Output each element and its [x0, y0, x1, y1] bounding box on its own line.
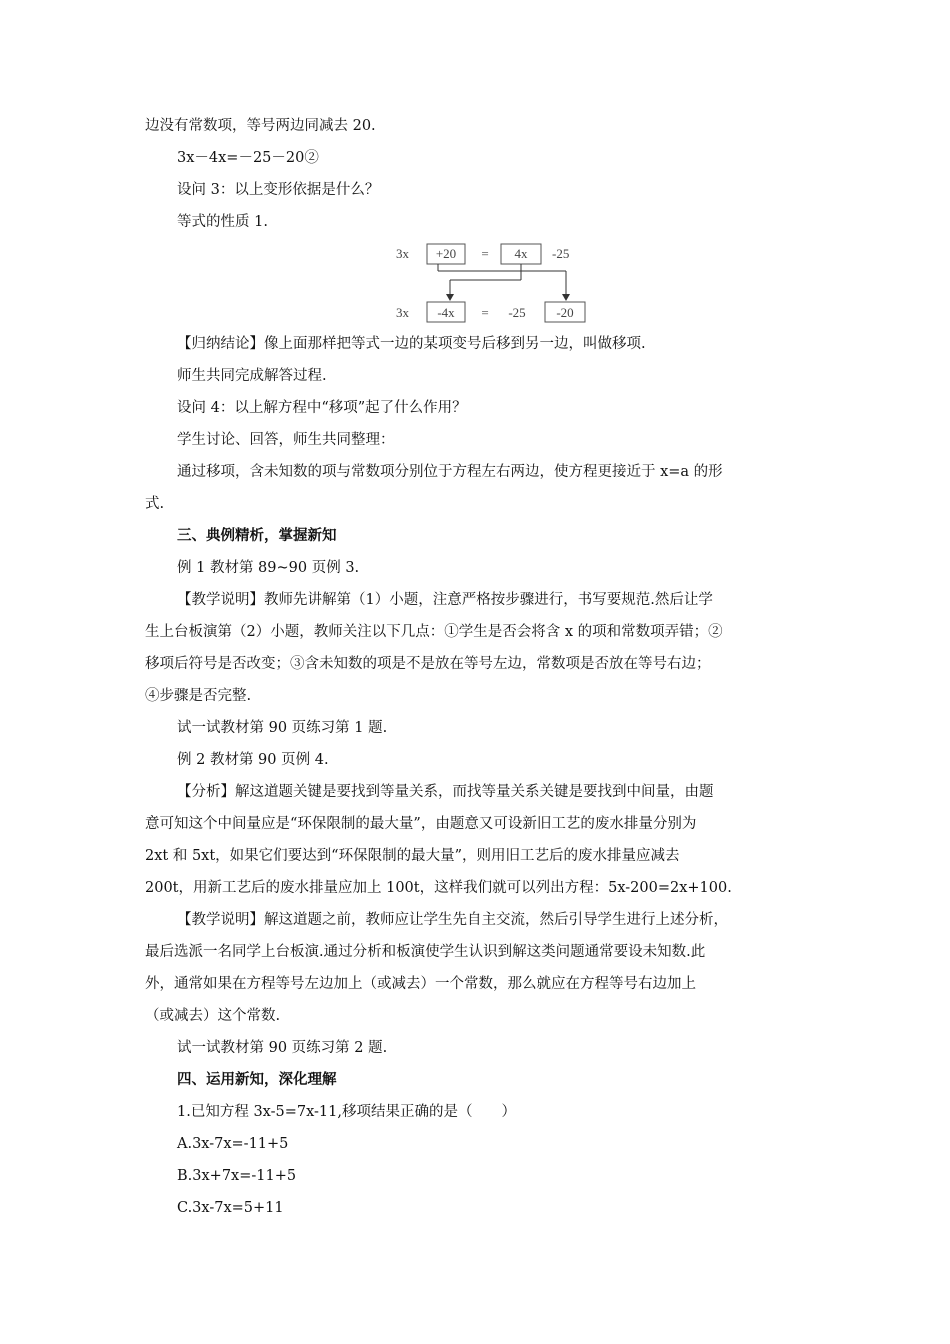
diagram-r1-box1: +20 — [435, 246, 457, 261]
text-line: 试一试教材第 90 页练习第 1 题. — [177, 720, 388, 736]
example-line: 例 1 教材第 89~90 页例 3. — [177, 560, 360, 576]
diagram-r1-box2: 4x — [514, 246, 528, 261]
text-line: 意可知这个中间量应是“环保限制的最大量”，由题意又可设新旧工艺的废水排量分别为 — [145, 816, 697, 832]
diagram-r2-box2: -20 — [556, 305, 574, 320]
question-line: 设问 3：以上变形依据是什么？ — [177, 182, 380, 198]
text-line: 试一试教材第 90 页练习第 2 题. — [177, 1040, 388, 1056]
text-line: 【教学说明】解这道题之前，教师应让学生先自主交流，然后引导学生进行上述分析， — [177, 912, 728, 928]
conclusion-line: 【归纳结论】像上面那样把等式一边的某项变号后移到另一边，叫做移项. — [177, 336, 646, 352]
text-line: 最后选派一名同学上台板演.通过分析和板演使学生认识到解这类问题通常要设未知数.此 — [145, 944, 706, 960]
text-line: 外，通常如果在方程等号左边加上（或减去）一个常数，那么就应在方程等号右边加上 — [145, 976, 696, 992]
diagram-r2-eq: = — [481, 305, 489, 320]
text-line: （或减去）这个常数. — [145, 1008, 281, 1024]
text-line: 式. — [145, 496, 165, 512]
text-line: 等式的性质 1. — [177, 214, 268, 230]
text-line: 【分析】解这道题关键是要找到等量关系，而找等量关系关键是要找到中间量，由题 — [177, 784, 714, 800]
option-a: A.3x-7x=-11+5 — [177, 1136, 289, 1152]
text-line: 移项后符号是否改变；③含未知数的项是不是放在等号左边，常数项是否放在等号右边； — [145, 656, 711, 672]
option-c: C.3x-7x=5+11 — [177, 1200, 284, 1216]
text-line: 师生共同完成解答过程. — [177, 368, 327, 384]
text-line: 边没有常数项，等号两边同减去 20. — [145, 118, 376, 134]
example-line: 例 2 教材第 90 页例 4. — [177, 752, 329, 768]
text-line: 200t，用新工艺后的废水排量应加上 100t，这样我们就可以列出方程：5x-200=2x+100. — [145, 880, 732, 896]
section-heading: 三、典例精析，掌握新知 — [177, 527, 337, 544]
text-line: ④步骤是否完整. — [145, 688, 252, 704]
text-line: 通过移项，含未知数的项与常数项分别位于方程左右两边，使方程更接近于 x=a 的形 — [177, 464, 723, 480]
diagram-r2-var: 3x — [396, 305, 409, 320]
text-line: 生上台板演第（2）小题，教师关注以下几点：①学生是否会将含 x 的项和常数项弄错；② — [145, 624, 723, 640]
diagram-r1-var: 3x — [396, 246, 409, 261]
section-heading: 四、运用新知，深化理解 — [177, 1071, 337, 1088]
diagram-r1-eq: = — [481, 246, 489, 261]
text-line: 【教学说明】教师先讲解第（1）小题，注意严格按步骤进行，书写要规范.然后让学 — [177, 592, 713, 608]
diagram-r1-tail: -25 — [552, 246, 570, 261]
transposition-diagram — [390, 236, 600, 332]
equation-line: 3x－4x=－25－20② — [177, 150, 319, 166]
diagram-r2-mid: -25 — [508, 305, 526, 320]
text-line: 2xt 和 5xt，如果它们要达到“环保限制的最大量”，则用旧工艺后的废水排量应减去 — [145, 848, 680, 864]
question-line: 设问 4：以上解方程中“移项”起了什么作用？ — [177, 400, 467, 416]
option-b: B.3x+7x=-11+5 — [177, 1168, 297, 1184]
text-line: 学生讨论、回答，师生共同整理： — [177, 432, 395, 448]
question-line: 1.已知方程 3x-5=7x-11,移项结果正确的是（ ） — [177, 1104, 516, 1120]
diagram-r2-box1: -4x — [437, 305, 455, 320]
